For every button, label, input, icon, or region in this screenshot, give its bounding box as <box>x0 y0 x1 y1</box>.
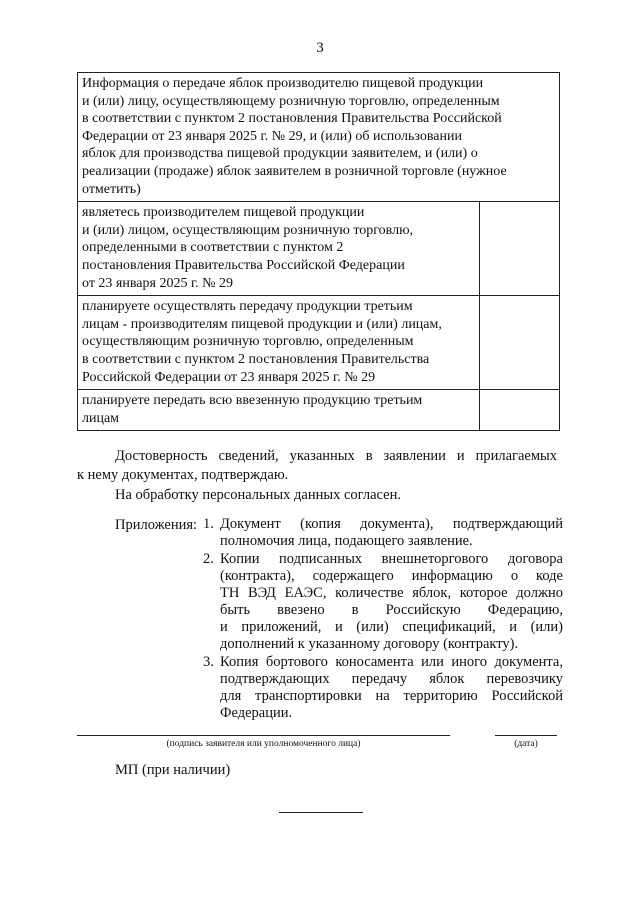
attachments-list <box>203 516 563 723</box>
option-line: Российской Федерации от 23 января 2025 г. № 29 <box>82 369 376 385</box>
header-line: отметить) <box>82 181 141 197</box>
header-line: Информация о передаче яблок производителю пищевой продукции <box>82 76 484 91</box>
header-line: и (или) лицу, осуществляющему розничную торговлю, определенным <box>82 93 500 109</box>
table-row <box>78 296 560 390</box>
list-item-line: быть ввезено в Российскую Федерацию, <box>220 602 563 618</box>
info-table <box>77 72 560 431</box>
signature-line[interactable] <box>77 735 450 736</box>
list-item-line: ТН ВЭД ЕАЭС, количестве яблок, которое должно <box>220 585 563 601</box>
list-item <box>203 654 563 722</box>
option-line: в соответствии с пунктом 2 постановления Правительства <box>82 351 430 367</box>
header-line: реализации (продаже) яблок заявителем в розничной торговле (нужное <box>82 163 507 179</box>
option-line: постановления Правительства Российской Федерации <box>82 257 405 273</box>
header-line: яблок для производства пищевой продукции заявителем, и (или) о <box>82 146 478 162</box>
list-item-line: полномочия лица, подающего заявление. <box>220 533 473 549</box>
list-item-line: для транспортировки на территорию Российской <box>220 688 563 704</box>
list-item-line: (контракта), содержащего информацию о коде <box>220 568 563 584</box>
declaration-line-1: Достоверность сведений, указанных в заявлении и прилагаемых <box>115 448 557 464</box>
option-line: определенными в соответствии с пунктом 2 <box>82 240 344 256</box>
list-item-number: 3. <box>203 654 214 670</box>
option-check-cell[interactable] <box>480 296 560 390</box>
end-divider <box>279 812 363 813</box>
option-line: от 23 января 2025 г. № 29 <box>82 275 233 291</box>
list-item-line: дополнений к указанному договору (контракту). <box>220 636 519 652</box>
option-line: планируете передать всю ввезенную продукцию третьим <box>82 393 423 409</box>
option-text-cell <box>78 296 480 390</box>
option-line: лицам <box>82 410 120 426</box>
attachments-label: Приложения: <box>115 517 198 533</box>
table-row <box>78 202 560 296</box>
list-item <box>203 516 563 550</box>
option-line: являетесь производителем пищевой продукции <box>82 205 365 221</box>
list-item-line: Копии подписанных внешнеторгового договора <box>220 551 563 567</box>
header-line: Федерации от 23 января 2025 г. № 29, и (или) об использовании <box>82 128 462 144</box>
option-line: лицам - производителям пищевой продукции и (или) лицам, <box>82 316 442 332</box>
stamp-note: МП (при наличии) <box>115 762 231 778</box>
list-item <box>203 551 563 653</box>
header-line: в соответствии с пунктом 2 постановления Правительства Российской <box>82 111 502 127</box>
list-item-number: 1. <box>203 516 214 532</box>
list-item-line: Федерации. <box>220 705 293 721</box>
option-text-cell <box>78 202 480 296</box>
option-line: планируете осуществлять передачу продукции третьим <box>82 299 413 315</box>
option-check-cell[interactable] <box>480 390 560 431</box>
signature-caption: (подпись заявителя или уполномоченного лица) <box>166 739 361 749</box>
option-check-cell[interactable] <box>480 202 560 296</box>
list-item-line: и приложений, и (или) спецификаций, и (или) <box>220 619 563 635</box>
consent-statement: На обработку персональных данных согласен. <box>115 487 401 503</box>
date-line[interactable] <box>495 735 557 736</box>
list-item-line: Копия бортового коносамента или иного документа, <box>220 654 563 670</box>
declaration-line-2: к нему документах, подтверждаю. <box>77 467 289 483</box>
list-item-number: 2. <box>203 551 214 567</box>
option-text-cell <box>78 390 480 431</box>
table-header-cell <box>78 73 560 202</box>
option-line: осуществляющим розничную торговлю, определенным <box>82 334 414 350</box>
list-item-line: подтверждающих передачу яблок перевозчику <box>220 671 563 687</box>
table-header-row <box>78 73 560 202</box>
option-line: и (или) лицом, осуществляющим розничную торговлю, <box>82 222 414 238</box>
list-item-line: Документ (копия документа), подтверждающий <box>220 516 563 532</box>
date-caption: (дата) <box>514 739 538 749</box>
table-row <box>78 390 560 431</box>
page-number: 3 <box>316 40 324 56</box>
